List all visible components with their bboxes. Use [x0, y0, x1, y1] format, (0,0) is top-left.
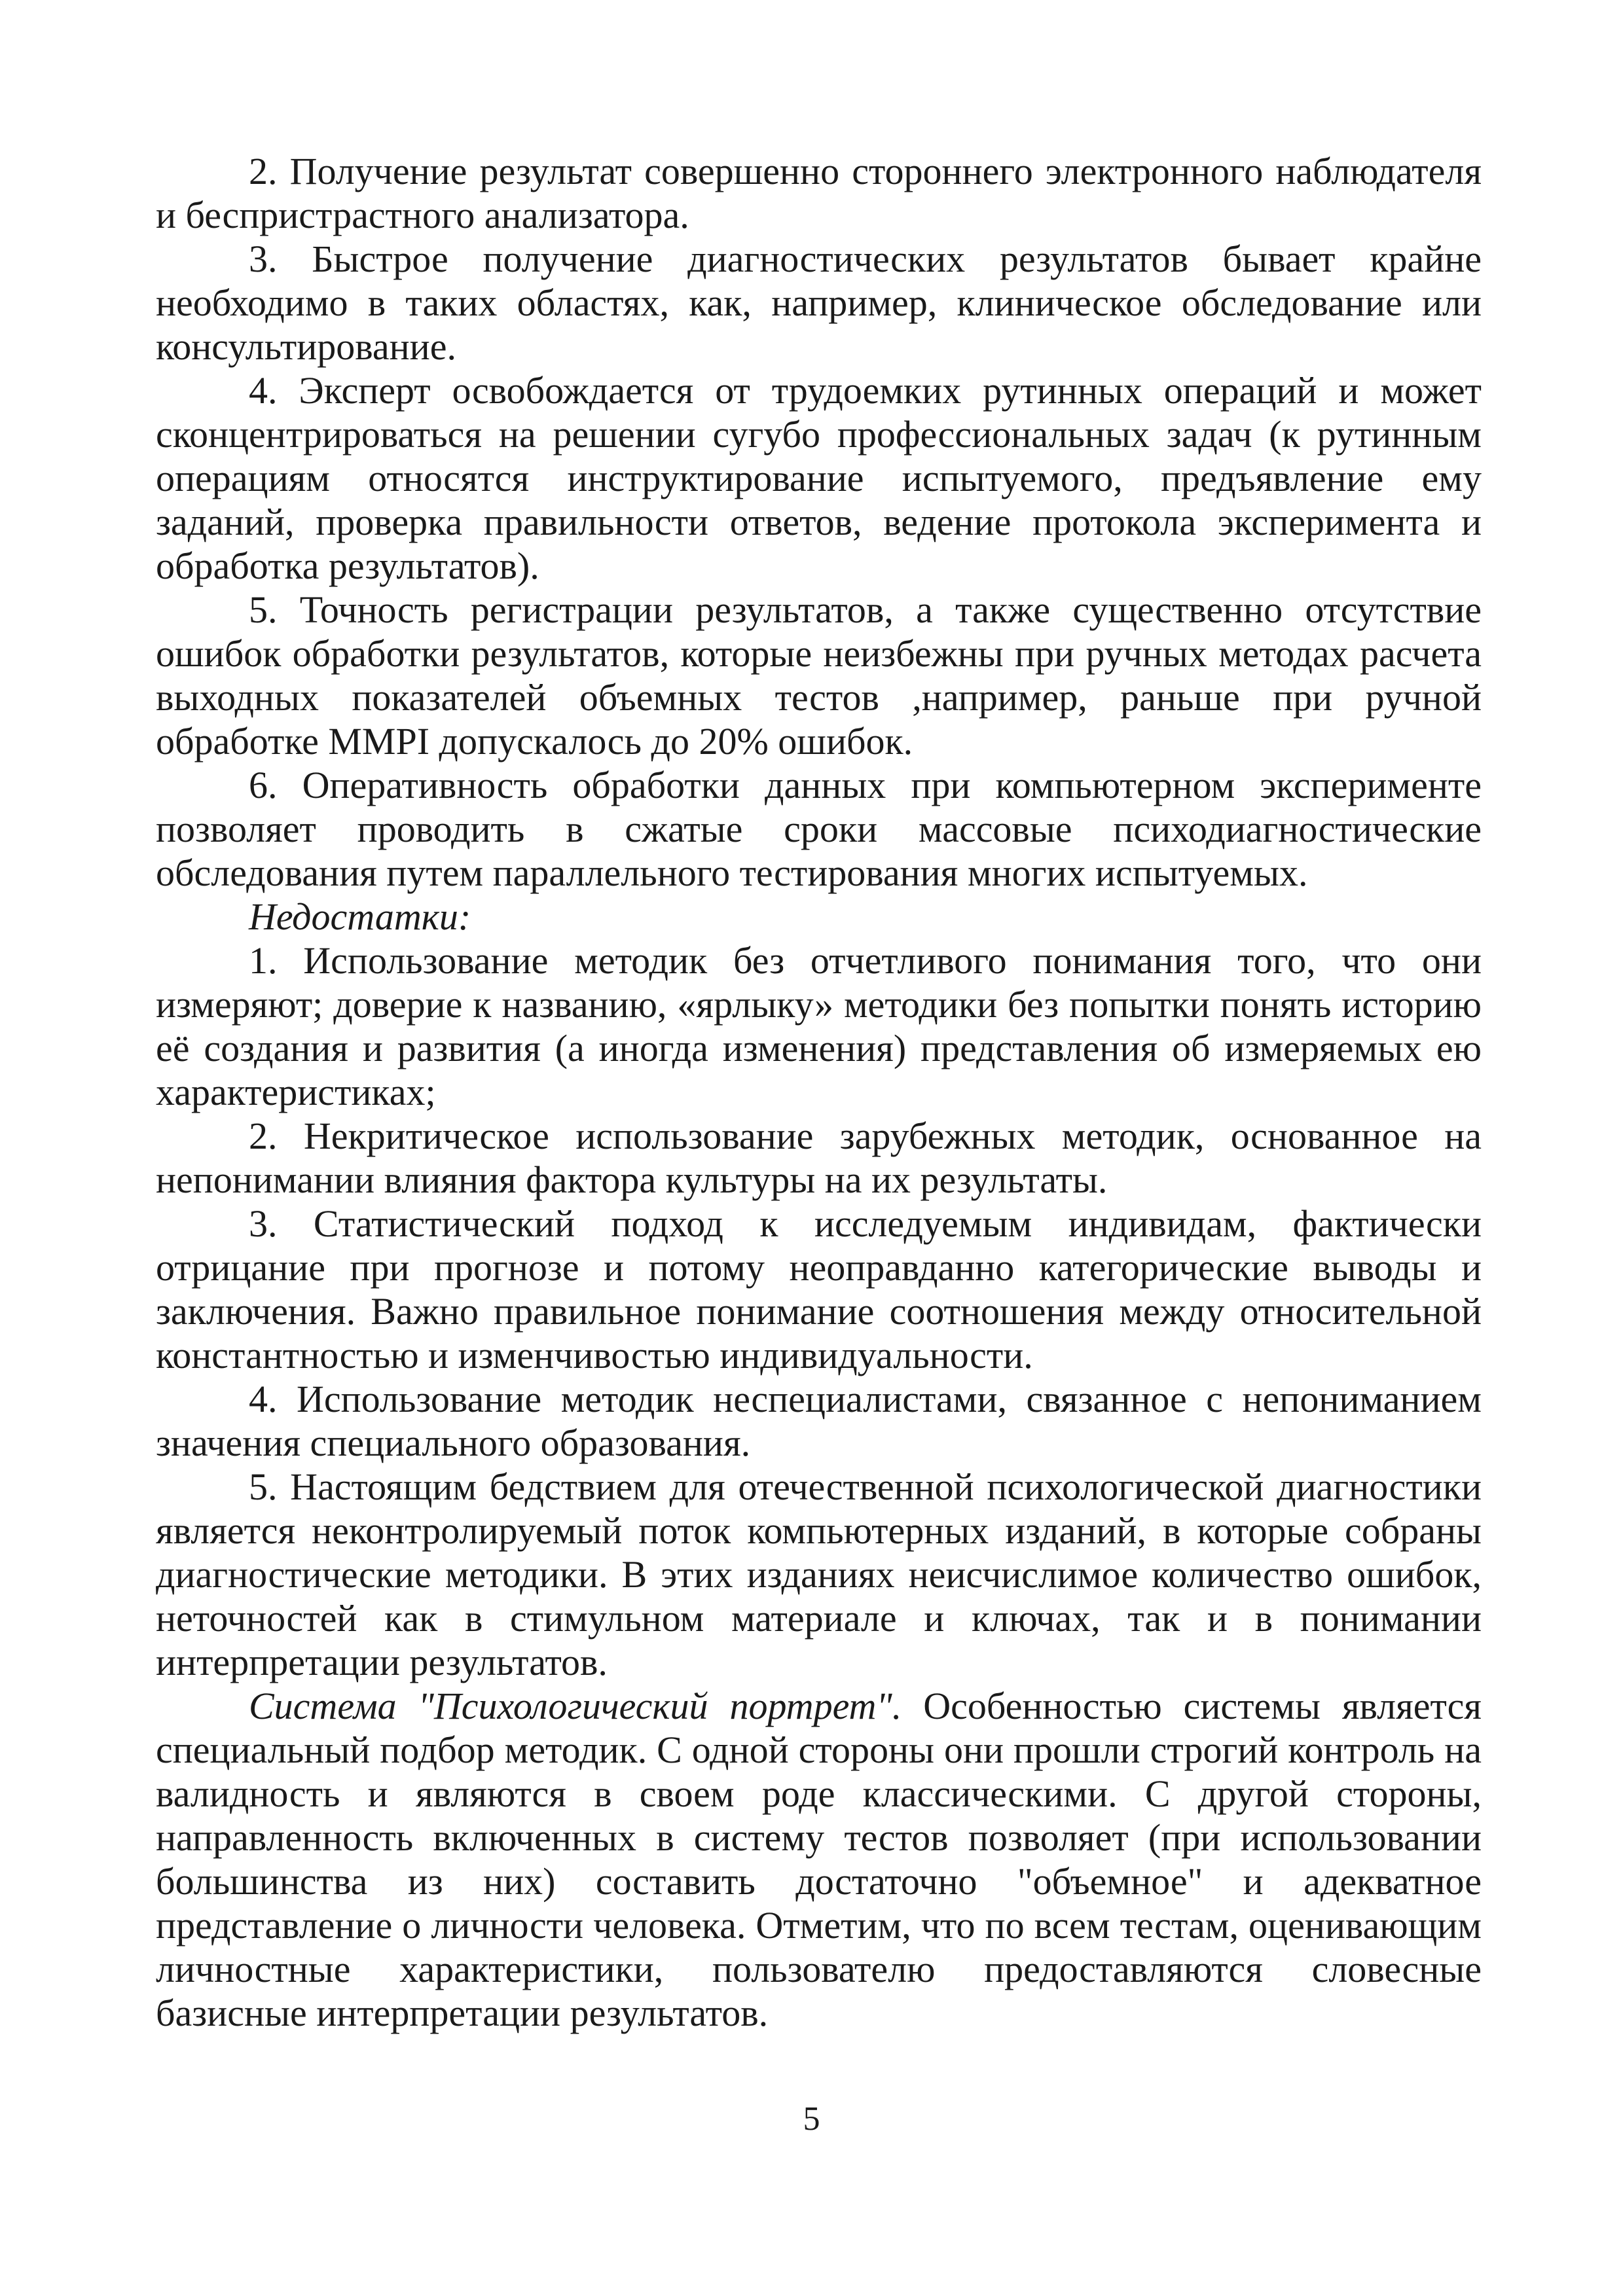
system-text: Особенностью системы является специальный подбор методик. С одной стороны они прошли строгий контроль на валидность и являются в своем роде классическими. С другой стороны, направленность включенных в систему тестов позволяет (при использовании большинства из них) составить достаточно "объемное" и адекватное представление о личности человека. Отметим, что по всем тестам, оценивающим личностные характеристики, пользователю предоставляются словесные базисные интерпретации результатов. [156, 1685, 1482, 2034]
advantage-item-5: 5. Точность регистрации результатов, а также существенно отсутствие ошибок обработки результатов, которые неизбежны при ручных методах расчета выходных показателей объемных тестов ,например, раньше при ручной обработке MMPI допускалось до 20% ошибок. [156, 588, 1482, 762]
system-paragraph [156, 1684, 1482, 2035]
disadvantage-item-5: 5. Настоящим бедствием для отечественной психологической диагностики является неконтролируемый поток компьютерных изданий, в которые собраны диагностические методики. В этих изданиях неисчислимое количество ошибок, неточностей как в стимульном материале и ключах, так и в понимании интерпретации результатов. [156, 1465, 1482, 1683]
disadvantage-item-3: 3. Статистический подход к исследуемым индивидам, фактически отрицание при прогнозе и потому неоправданно категорические выводы и заключения. Важно правильное понимание соотношения между относительной константностью и изменчивостью индивидуальности. [156, 1202, 1482, 1376]
advantage-item-6: 6. Оперативность обработки данных при компьютерном эксперименте позволяет проводить в сжатые сроки массовые психодиагностические обследования путем параллельного тестирования многих испытуемых. [156, 764, 1482, 894]
disadvantage-item-1: 1. Использование методик без отчетливого понимания того, что они измеряют; доверие к названию, «ярлыку» методики без попытки понять историю её создания и развития (а иногда изменения) представления об измеряемых ею характеристиках; [156, 939, 1482, 1113]
page-number: 5 [803, 2100, 820, 2138]
system-lead: Система "Психологический портрет". [249, 1685, 902, 1727]
advantage-item-2: 2. Получение результат совершенно стороннего электронного наблюдателя и беспристрастного анализатора. [156, 150, 1482, 236]
advantage-item-4: 4. Эксперт освобождается от трудоемких рутинных операций и может сконцентрироваться на решении сугубо профессиональных задач (к рутинным операциям относятся инструктирование испытуемого, предъявление ему заданий, проверка правильности ответов, ведение протокола эксперимента и обработка результатов). [156, 369, 1482, 587]
disadvantages-heading: Недостатки: [249, 895, 471, 938]
text-column [156, 149, 1482, 2035]
disadvantage-item-2: 2. Некритическое использование зарубежных методик, основанное на непонимании влияния фактора культуры на их результаты. [156, 1115, 1482, 1201]
disadvantage-item-4: 4. Использование методик неспециалистами, связанное с непониманием значения специального образования. [156, 1378, 1482, 1464]
advantage-item-3: 3. Быстрое получение диагностических результатов бывает крайне необходимо в таких областях, как, например, клиническое обследование или консультирование. [156, 238, 1482, 368]
